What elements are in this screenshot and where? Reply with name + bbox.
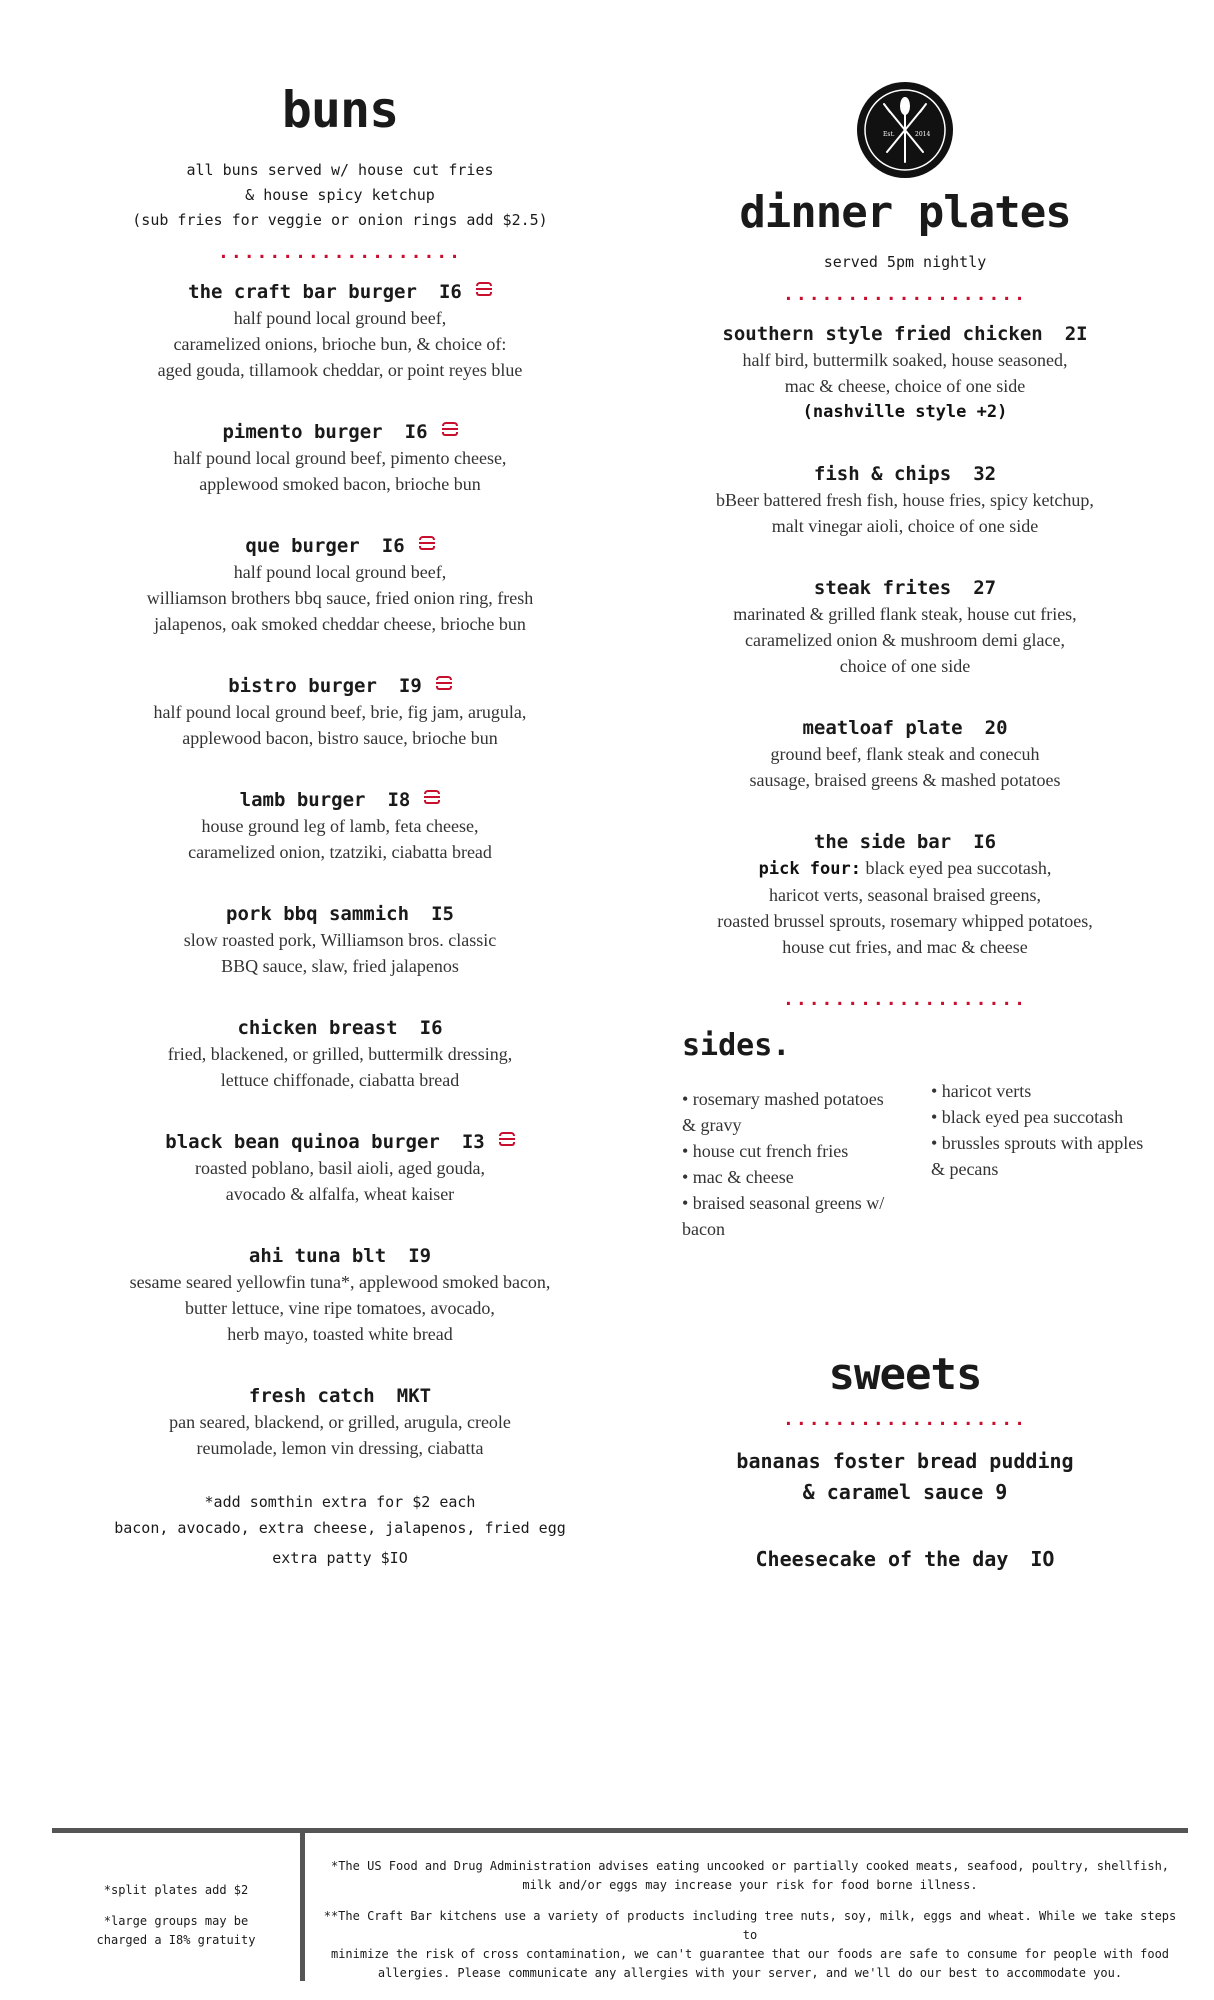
item-desc: reumolade, lemon vin dressing, ciabatta xyxy=(196,1438,484,1458)
sides-title: sides. xyxy=(682,1028,791,1063)
item-desc: sesame seared yellowfin tuna*, applewood smoked bacon, xyxy=(129,1272,551,1292)
burger-icon xyxy=(419,536,435,550)
buns-title: buns xyxy=(281,81,399,139)
item-desc: caramelized onion, tzatziki, ciabatta bread xyxy=(188,842,492,862)
menu-item xyxy=(60,533,620,637)
item-price: I6 xyxy=(973,831,997,853)
extras-note xyxy=(60,1489,620,1571)
footer-note: *split plates add $2 xyxy=(103,1883,249,1897)
item-desc: half pound local ground beef, brie, fig jam, arugula, xyxy=(153,702,527,722)
item-price: I9 xyxy=(398,675,422,697)
item-desc: house ground leg of lamb, feta cheese, xyxy=(201,816,479,836)
menu-item xyxy=(60,1243,620,1347)
item-desc: mac & cheese, choice of one side xyxy=(784,376,1026,396)
item-desc: half pound local ground beef, xyxy=(233,308,447,328)
item-name: the craft bar burger xyxy=(188,281,417,303)
item-price: I6 xyxy=(438,281,462,303)
footer-left-notes xyxy=(52,1881,300,1950)
sweet-item-name: Cheesecake of the day xyxy=(755,1547,1009,1571)
item-desc: choice of one side xyxy=(839,656,971,676)
menu-item xyxy=(60,787,620,865)
item-name: pork bbq sammich xyxy=(226,903,410,925)
buns-subtitle-line: & house spicy ketchup xyxy=(245,186,435,204)
item-desc: caramelized onion & mushroom demi glace, xyxy=(745,630,1065,650)
item-desc: pan seared, blackend, or grilled, arugula, creole xyxy=(169,1412,511,1432)
list-item: • braised seasonal greens w/ xyxy=(682,1193,885,1213)
dotted-divider: ................... xyxy=(218,242,462,263)
burger-icon xyxy=(476,282,492,296)
burger-icon xyxy=(436,676,452,690)
footer-note: *large groups may be xyxy=(103,1914,249,1928)
sides-list xyxy=(682,1086,931,1242)
menu-item xyxy=(650,829,1160,960)
item-name: southern style fried chicken xyxy=(722,323,1043,345)
menu-item xyxy=(60,419,620,497)
burger-icon xyxy=(499,1132,515,1146)
item-price: IO xyxy=(1030,1547,1055,1571)
item-desc: half pound local ground beef, xyxy=(233,562,447,582)
logo-est: Est. xyxy=(883,131,895,138)
buns-section xyxy=(60,80,620,1571)
item-desc: house cut fries, and mac & cheese xyxy=(782,937,1028,957)
item-price: I6 xyxy=(419,1017,443,1039)
menu-item xyxy=(60,673,620,751)
list-item: & gravy xyxy=(682,1115,742,1135)
footer-divider xyxy=(300,1833,305,1981)
extras-line: *add somthin extra for $2 each xyxy=(204,1493,476,1511)
item-name: que burger xyxy=(245,535,360,557)
item-desc: bBeer battered fresh fish, house fries, spicy ketchup, xyxy=(716,490,1094,510)
restaurant-logo xyxy=(855,80,955,180)
sweets-title: sweets xyxy=(828,1349,982,1400)
sides-list xyxy=(931,1078,1160,1242)
item-price: 27 xyxy=(973,577,997,599)
list-item: • black eyed pea succotash xyxy=(930,1107,1124,1127)
sweet-item-line: & caramel sauce 9 xyxy=(802,1480,1008,1504)
list-item: bacon xyxy=(682,1219,725,1239)
item-price: 2I xyxy=(1064,323,1088,345)
item-price: I6 xyxy=(381,535,405,557)
sides-section xyxy=(682,1026,1160,1242)
menu-item xyxy=(60,279,620,383)
item-price: 32 xyxy=(973,463,997,485)
item-desc: caramelized onions, brioche bun, & choice of: xyxy=(173,334,507,354)
item-desc: BBQ sauce, slaw, fried jalapenos xyxy=(221,956,459,976)
dotted-divider: ................... xyxy=(783,1409,1027,1430)
list-item: & pecans xyxy=(930,1159,999,1179)
item-name: the side bar xyxy=(813,831,952,853)
sweet-item-line: bananas foster bread pudding xyxy=(736,1449,1074,1473)
item-desc: haricot verts, seasonal braised greens, xyxy=(769,885,1041,905)
menu-item xyxy=(60,1015,620,1093)
menu-item xyxy=(650,321,1160,425)
footer-right-notes xyxy=(320,1857,1180,1983)
item-desc: aged gouda, tillamook cheddar, or point reyes blue xyxy=(157,360,523,380)
item-price: I5 xyxy=(431,903,454,925)
item-desc: avocado & alfalfa, wheat kaiser xyxy=(225,1184,455,1204)
buns-subtitle xyxy=(60,158,620,233)
item-desc: williamson brothers bbq sauce, fried onion ring, fresh xyxy=(146,588,534,608)
dinner-subtitle: served 5pm nightly xyxy=(823,253,987,271)
item-desc: sausage, braised greens & mashed potatoes xyxy=(749,770,1061,790)
item-name: pimento burger xyxy=(222,421,383,443)
footer-note: minimize the risk of cross contamination, we can't guarantee that our foods are safe to consume for people with food xyxy=(330,1947,1170,1961)
item-desc: butter lettuce, vine ripe tomatoes, avocado, xyxy=(185,1298,495,1318)
list-item: • haricot verts xyxy=(930,1081,1032,1101)
item-desc: black eyed pea succotash, xyxy=(865,858,1052,878)
item-name: black bean quinoa burger xyxy=(165,1131,440,1153)
menu-item xyxy=(60,901,620,979)
item-desc: jalapenos, oak smoked cheddar cheese, brioche bun xyxy=(154,614,526,634)
item-desc: ground beef, flank steak and conecuh xyxy=(770,744,1040,764)
dinner-plates-title: dinner plates xyxy=(739,187,1071,238)
list-item: • rosemary mashed potatoes xyxy=(682,1089,884,1109)
item-name: lamb burger xyxy=(239,789,366,811)
menu-item xyxy=(650,461,1160,539)
item-desc: marinated & grilled flank steak, house cut fries, xyxy=(733,604,1077,624)
list-item: • mac & cheese xyxy=(682,1167,794,1187)
footer-note: **The Craft Bar kitchens use a variety of products including tree nuts, soy, milk, eggs and wheat. While we take steps to xyxy=(323,1909,1177,1942)
item-name: bistro burger xyxy=(228,675,377,697)
sweets-section xyxy=(650,1350,1160,1575)
item-desc: roasted brussel sprouts, rosemary whipped potatoes, xyxy=(717,911,1093,931)
sweet-item xyxy=(650,1544,1160,1575)
item-desc: slow roasted pork, Williamson bros. classic xyxy=(183,930,497,950)
right-column xyxy=(650,80,1160,1575)
item-name: chicken breast xyxy=(237,1017,398,1039)
footer-note: charged a I8% gratuity xyxy=(96,1933,256,1947)
item-name: steak frites xyxy=(813,577,952,599)
item-name: meatloaf plate xyxy=(802,717,963,739)
buns-subtitle-line: all buns served w/ house cut fries xyxy=(186,161,494,179)
item-desc-lead: pick four: xyxy=(758,859,861,879)
footer-note: *The US Food and Drug Administration advises eating uncooked or partially cooked meats, seafood, poultry, shellfish, xyxy=(330,1859,1170,1873)
item-price: MKT xyxy=(396,1385,432,1407)
logo-year: 2014 xyxy=(915,131,931,138)
menu-item xyxy=(60,1383,620,1461)
menu-item xyxy=(650,715,1160,793)
item-name: ahi tuna blt xyxy=(248,1245,387,1267)
item-price: I9 xyxy=(408,1245,432,1267)
item-desc: fried, blackened, or grilled, buttermilk dressing, xyxy=(167,1044,513,1064)
extras-line: extra patty $IO xyxy=(272,1549,408,1567)
list-item: • brussles sprouts with apples xyxy=(930,1133,1144,1153)
burger-icon xyxy=(424,790,440,804)
item-desc: half pound local ground beef, pimento cheese, xyxy=(173,448,507,468)
dotted-divider: ................... xyxy=(783,284,1027,305)
menu-item xyxy=(60,1129,620,1207)
footer-note: allergies. Please communicate any allergies with your server, and we'll do our best to accommodate you. xyxy=(377,1966,1123,1980)
buns-subtitle-line: (sub fries for veggie or onion rings add $2.5) xyxy=(132,211,548,229)
item-desc: applewood smoked bacon, brioche bun xyxy=(199,474,481,494)
extras-line: bacon, avocado, extra cheese, jalapenos, fried egg xyxy=(114,1519,566,1537)
fork-knife-spoon-emblem-icon xyxy=(855,80,955,180)
burger-icon xyxy=(442,422,458,436)
item-desc: half bird, buttermilk soaked, house seasoned, xyxy=(742,350,1068,370)
item-name: fish & chips xyxy=(813,463,952,485)
footer-notes xyxy=(52,1828,1188,1981)
item-name: fresh catch xyxy=(248,1385,375,1407)
item-price: 20 xyxy=(984,717,1008,739)
list-item: • house cut french fries xyxy=(682,1141,849,1161)
item-price: I8 xyxy=(387,789,411,811)
item-desc: herb mayo, toasted white bread xyxy=(227,1324,453,1344)
item-price: I6 xyxy=(404,421,428,443)
footer-note: milk and/or eggs may increase your risk for food borne illness. xyxy=(522,1878,978,1892)
item-desc: applewood bacon, bistro sauce, brioche bun xyxy=(182,728,498,748)
dotted-divider: ................... xyxy=(783,989,1027,1010)
item-desc: (nashville style +2) xyxy=(802,402,1008,422)
item-desc: malt vinegar aioli, choice of one side xyxy=(771,516,1039,536)
item-price: I3 xyxy=(461,1131,485,1153)
menu-item xyxy=(650,575,1160,679)
item-desc: lettuce chiffonade, ciabatta bread xyxy=(220,1070,460,1090)
item-desc: roasted poblano, basil aioli, aged gouda, xyxy=(195,1158,485,1178)
